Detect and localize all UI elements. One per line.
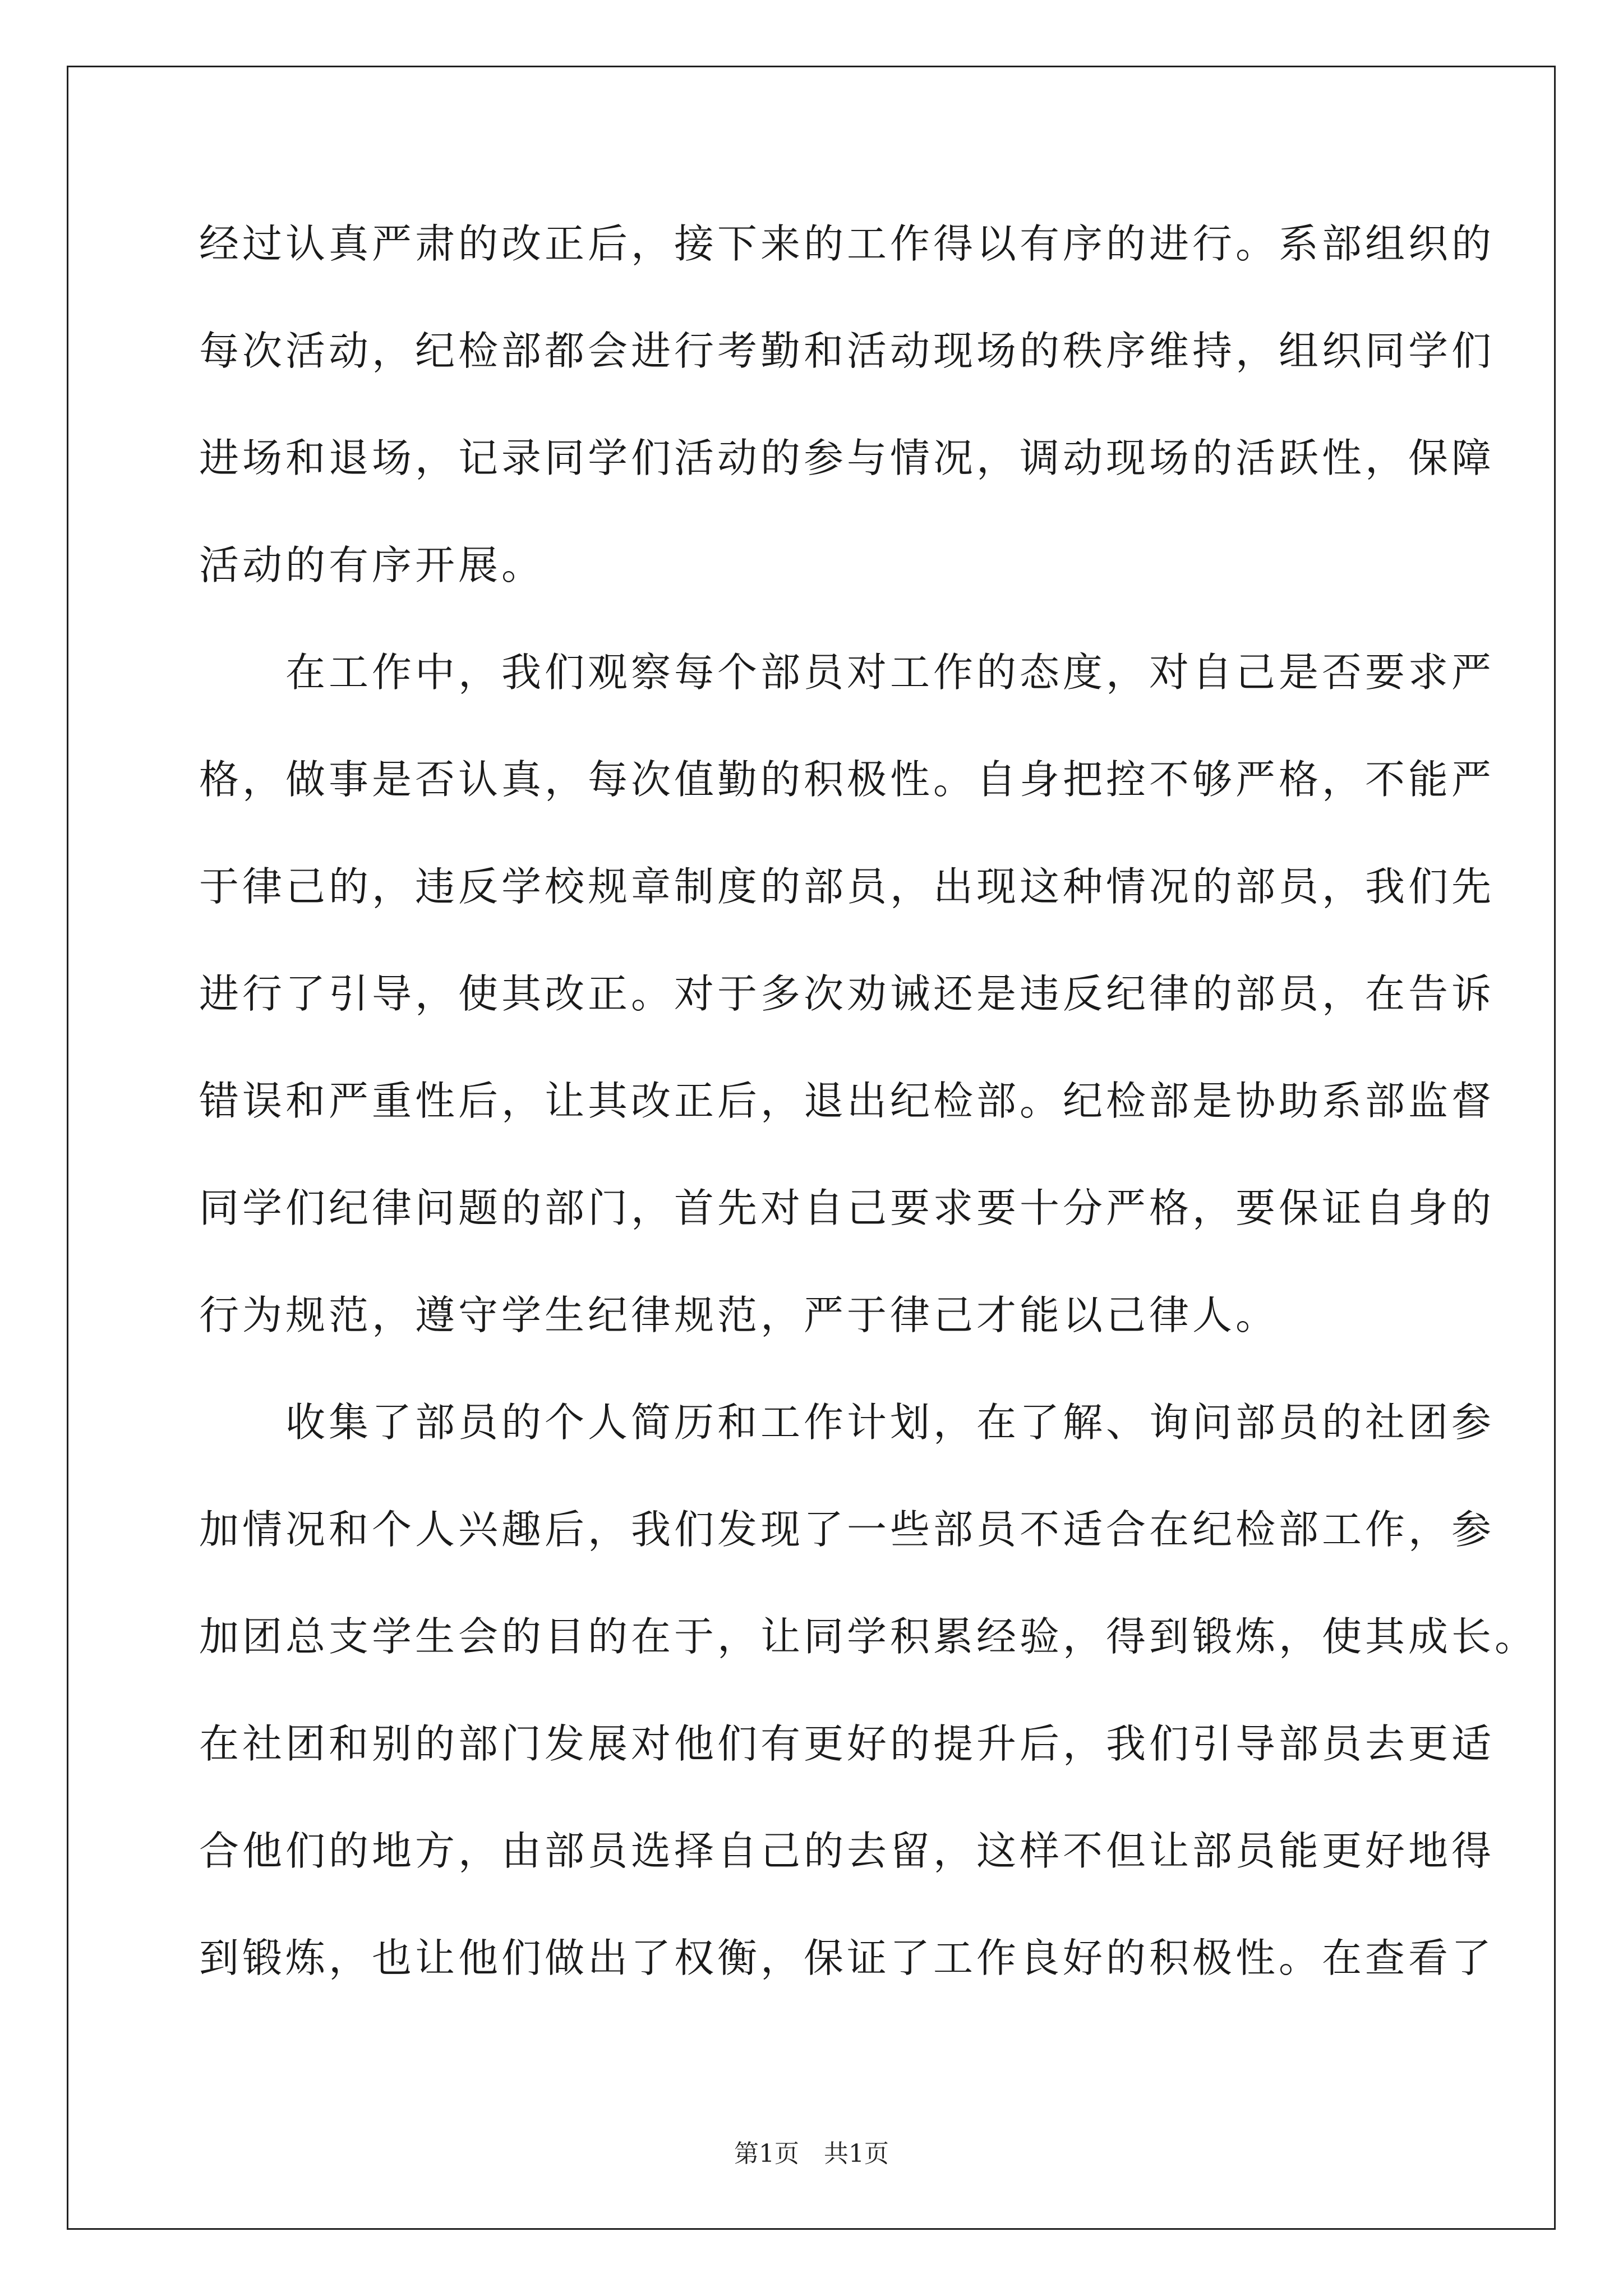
text-line-9: 错误和严重性后，让其改正后，退出纪检部。纪检部是协助系部监督 bbox=[199, 1078, 1495, 1124]
text-line-15: 在社团和别的部门发展对他们有更好的提升后，我们引导部员去更适 bbox=[199, 1720, 1495, 1767]
text-line-12: 收集了部员的个人简历和工作计划，在了解、询问部员的社团参 bbox=[199, 1399, 1495, 1446]
text-line-1: 经过认真严肃的改正后，接下来的工作得以有序的进行。系部组织的 bbox=[199, 220, 1495, 267]
text-line-13: 加情况和个人兴趣后，我们发现了一些部员不适合在纪检部工作，参 bbox=[199, 1506, 1495, 1553]
text-line-16: 合他们的地方，由部员选择自己的去留，这样不但让部员能更好地得 bbox=[199, 1828, 1495, 1874]
text-line-5: 在工作中，我们观察每个部员对工作的态度，对自己是否要求严 bbox=[199, 649, 1495, 696]
text-line-7: 于律己的，违反学校规章制度的部员，出现这种情况的部员，我们先 bbox=[199, 863, 1495, 910]
text-line-14: 加团总支学生会的目的在于，让同学积累经验，得到锻炼，使其成长。 bbox=[199, 1613, 1538, 1660]
page-footer: 第1页 共1页 bbox=[734, 2139, 889, 2168]
text-line-10: 同学们纪律问题的部门，首先对自己要求要十分严格，要保证自身的 bbox=[199, 1185, 1495, 1231]
text-line-8: 进行了引导，使其改正。对于多次劝诫还是违反纪律的部员，在告诉 bbox=[199, 970, 1495, 1017]
text-line-11: 行为规范，遵守学生纪律规范，严于律己才能以己律人。 bbox=[199, 1292, 1279, 1338]
page-border bbox=[67, 66, 1556, 2230]
text-line-4: 活动的有序开展。 bbox=[199, 542, 545, 588]
text-line-3: 进场和退场，记录同学们活动的参与情况，调动现场的活跃性，保障 bbox=[199, 435, 1495, 481]
text-line-2: 每次活动，纪检部都会进行考勤和活动现场的秩序维持，组织同学们 bbox=[199, 328, 1495, 374]
text-line-17: 到锻炼，也让他们做出了权衡，保证了工作良好的积极性。在查看了 bbox=[199, 1935, 1495, 1981]
text-line-6: 格，做事是否认真，每次值勤的积极性。自身把控不够严格，不能严 bbox=[199, 756, 1495, 803]
